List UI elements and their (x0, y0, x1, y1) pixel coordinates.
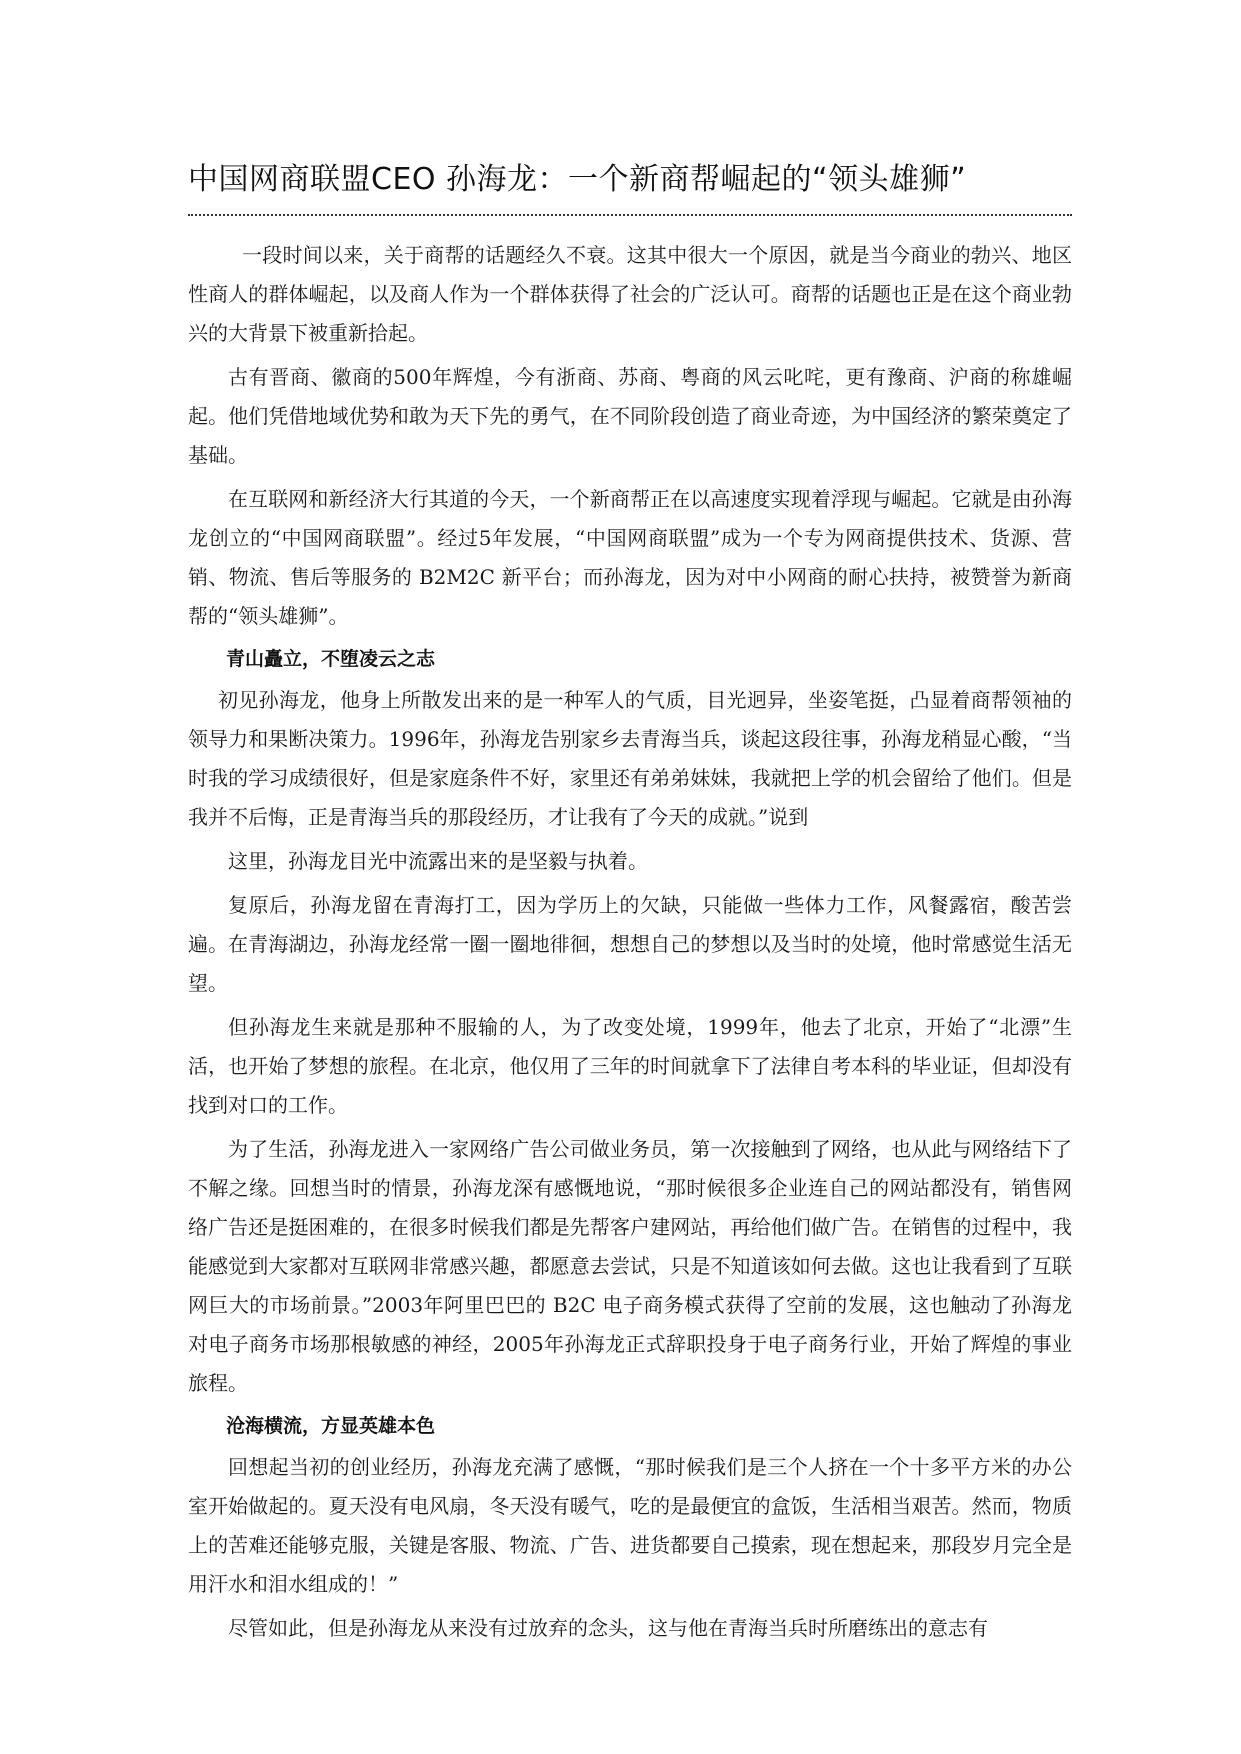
intro-paragraph-2: 古有晋商、徽商的500年辉煌，今有浙商、苏商、粤商的风云叱咤，更有豫商、沪商的称雄崛起。他们凭借地域优势和敢为天下先的勇气，在不同阶段创造了商业奇迹，为中国经济的繁荣奠定了基础。 (188, 365, 1072, 467)
section1-paragraph-4: 但孙海龙生来就是那种不服输的人，为了改变处境，1999年，他去了北京，开始了“北漂”生活，也开始了梦想的旅程。在北京，他仅用了三年的时间就拿下了法律自考本科的毕业证，但却没有找到对口的工作。 (188, 1015, 1072, 1117)
section-heading-1: 青山矗立，不堕凌云之志 (226, 648, 436, 670)
intro-paragraph-3: 在互联网和新经济大行其道的今天，一个新商帮正在以高速度实现着浮现与崛起。它就是由孙海龙创立的“中国网商联盟”。经过5年发展，“中国网商联盟”成为一个专为网商提供技术、货源、营销、物流、售后等服务的 B2M2C 新平台；而孙海龙，因为对中小网商的耐心扶持，被赞誉为新商帮的“领头雄狮”。 (188, 487, 1072, 628)
document-title: 中国网商联盟CEO 孙海龙：一个新商帮崛起的“领头雄狮” (188, 162, 967, 197)
intro-paragraph-1: 一段时间以来，关于商帮的话题经久不衰。这其中很大一个原因，就是当今商业的勃兴、地区性商人的群体崛起，以及商人作为一个群体获得了社会的广泛认可。商帮的话题也正是在这个商业勃兴的大背景下被重新拾起。 (188, 243, 1072, 345)
article-body (188, 236, 1072, 1653)
section1-paragraph-3: 复原后，孙海龙留在青海打工，因为学历上的欠缺，只能做一些体力工作，风餐露宿，酸苦尝遍。在青海湖边，孙海龙经常一圈一圈地徘徊，想想自己的梦想以及当时的处境，他时常感觉生活无望。 (188, 893, 1072, 995)
section2-paragraph-1: 回想起当初的创业经历，孙海龙充满了感慨，“那时候我们是三个人挤在一个十多平方米的办公室开始做起的。夏天没有电风扇，冬天没有暖气，吃的是最便宜的盒饭，生活相当艰苦。然而，物质上的苦难还能够克服，关键是客服、物流、广告、进货都要自己摸索，现在想起来，那段岁月完全是用汗水和泪水组成的！” (188, 1455, 1072, 1596)
section-heading-2: 沧海横流，方显英雄本色 (226, 1415, 436, 1437)
section2-paragraph-2: 尽管如此，但是孙海龙从来没有过放弃的念头，这与他在青海当兵时所磨练出的意志有 (228, 1616, 988, 1640)
section1-paragraph-2: 这里，孙海龙目光中流露出来的是坚毅与执着。 (228, 849, 648, 873)
section1-paragraph-5: 为了生活，孙海龙进入一家网络广告公司做业务员，第一次接触到了网络，也从此与网络结下了不解之缘。回想当时的情景，孙海龙深有感慨地说，“那时候很多企业连自己的网站都没有，销售网络广告还是挺困难的，在很多时候我们都是先帮客户建网站，再给他们做广告。在销售的过程中，我能感觉到大家都对互联网非常感兴趣，都愿意去尝试，只是不知道该如何去做。这也让我看到了互联网巨大的市场前景。”2003年阿里巴巴的 B2C 电子商务模式获得了空前的发展，这也触动了孙海龙对电子商务市场那根敏感的神经，2005年孙海龙正式辞职投身于电子商务行业，开始了辉煌的事业旅程。 (188, 1137, 1072, 1395)
title-dotted-divider (188, 214, 1072, 216)
section1-paragraph-1: 初见孙海龙，他身上所散发出来的是一种军人的气质，目光迥异，坐姿笔挺，凸显着商帮领袖的领导力和果断决策力。1996年，孙海龙告别家乡去青海当兵，谈起这段往事，孙海龙稍显心酸，“当时我的学习成绩很好，但是家庭条件不好，家里还有弟弟妹妹，我就把上学的机会留给了他们。但是我并不后悔，正是青海当兵的那段经历，才让我有了今天的成就。”说到 (188, 688, 1072, 829)
